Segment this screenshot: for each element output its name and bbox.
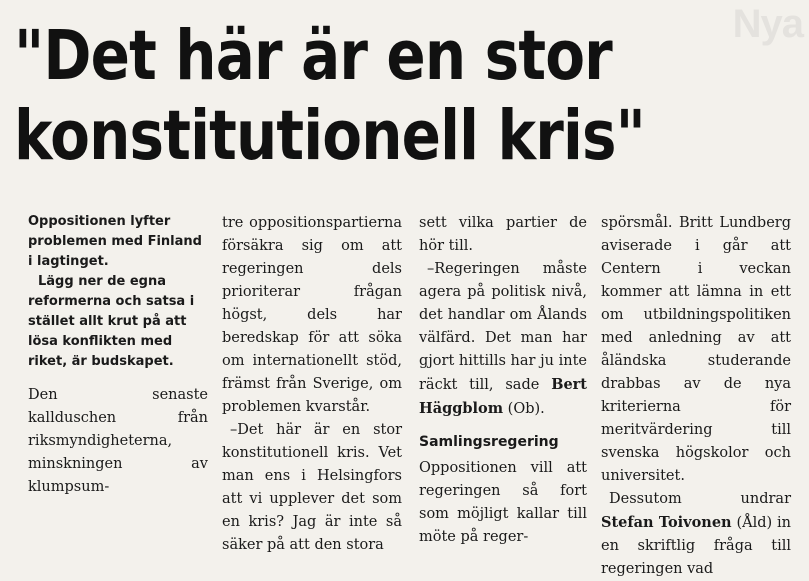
subheading: Samlingsregering (419, 434, 559, 450)
quote-text: –Regeringen måste agera på politisk nivå, det handlar om Ålands välfärd. Det man har gjort hittills har ju inte räckt till, sade (419, 261, 587, 393)
body-paragraph-3: Oppositionen vill att regeringen så fort som möjligt kallar till möte på reger- (419, 460, 587, 545)
body-paragraph-1: spörsmål. Britt Lundberg aviserade i går att Centern i veckan kommer att lämna in ett om utbildningspolitiken med anledning av att åländska studerande drabbas av de nya kriterierna för meritvärdering till svenska högskolor och universitet. (601, 215, 791, 484)
body-paragraph-2 (419, 258, 587, 421)
headline-line-1: "Det här är en stor (14, 16, 612, 96)
body-paragraph-2 (601, 488, 791, 581)
spacer (28, 372, 208, 384)
headline (14, 16, 678, 176)
body-paragraph-2: –Det här är en stor konstitutionell kris. Vet man ens i Helsingfors att vi upplever det som en kris? Jag är inte så säker på att den stora (222, 422, 402, 553)
headline-line-2: konstitutionell kris" (14, 96, 646, 176)
person-name: Bert Häggblom (419, 376, 588, 417)
body-text-cont: (Åld) in en skriftlig fråga till regeringen vad (601, 515, 791, 577)
party-tag: (Ob). (507, 401, 545, 417)
body-paragraph: Den senaste kallduschen från riksmyndigheterna, minskningen av klumpsum- (28, 387, 208, 495)
article-column-4 (601, 212, 791, 577)
ingress-paragraph-2: Lägg ner de egna reformerna och satsa i stället allt krut på att lösa konflikten med riket, är budskapet. (28, 274, 195, 369)
body-paragraph-1: tre oppositionspartierna försäkra sig om att regeringen dels prioriterar frågan högst, dels har beredskap för att söka om internationellt stöd, främst från Sverige, om problemen kvarstår. (222, 215, 402, 415)
body-text: Dessutom undrar (609, 491, 791, 507)
ingress-paragraph-1: Oppositionen lyfter problemen med Finland i lagtinget. (28, 214, 202, 269)
body-paragraph-1: sett vilka partier de hör till. (419, 215, 587, 254)
person-name: Stefan Toivonen (601, 514, 732, 531)
newspaper-logo-watermark: Nya (732, 2, 803, 46)
top-strip-text (0, 0, 809, 6)
article-column-3 (419, 212, 588, 545)
article-column-1 (28, 212, 208, 495)
article-column-2 (222, 212, 402, 553)
